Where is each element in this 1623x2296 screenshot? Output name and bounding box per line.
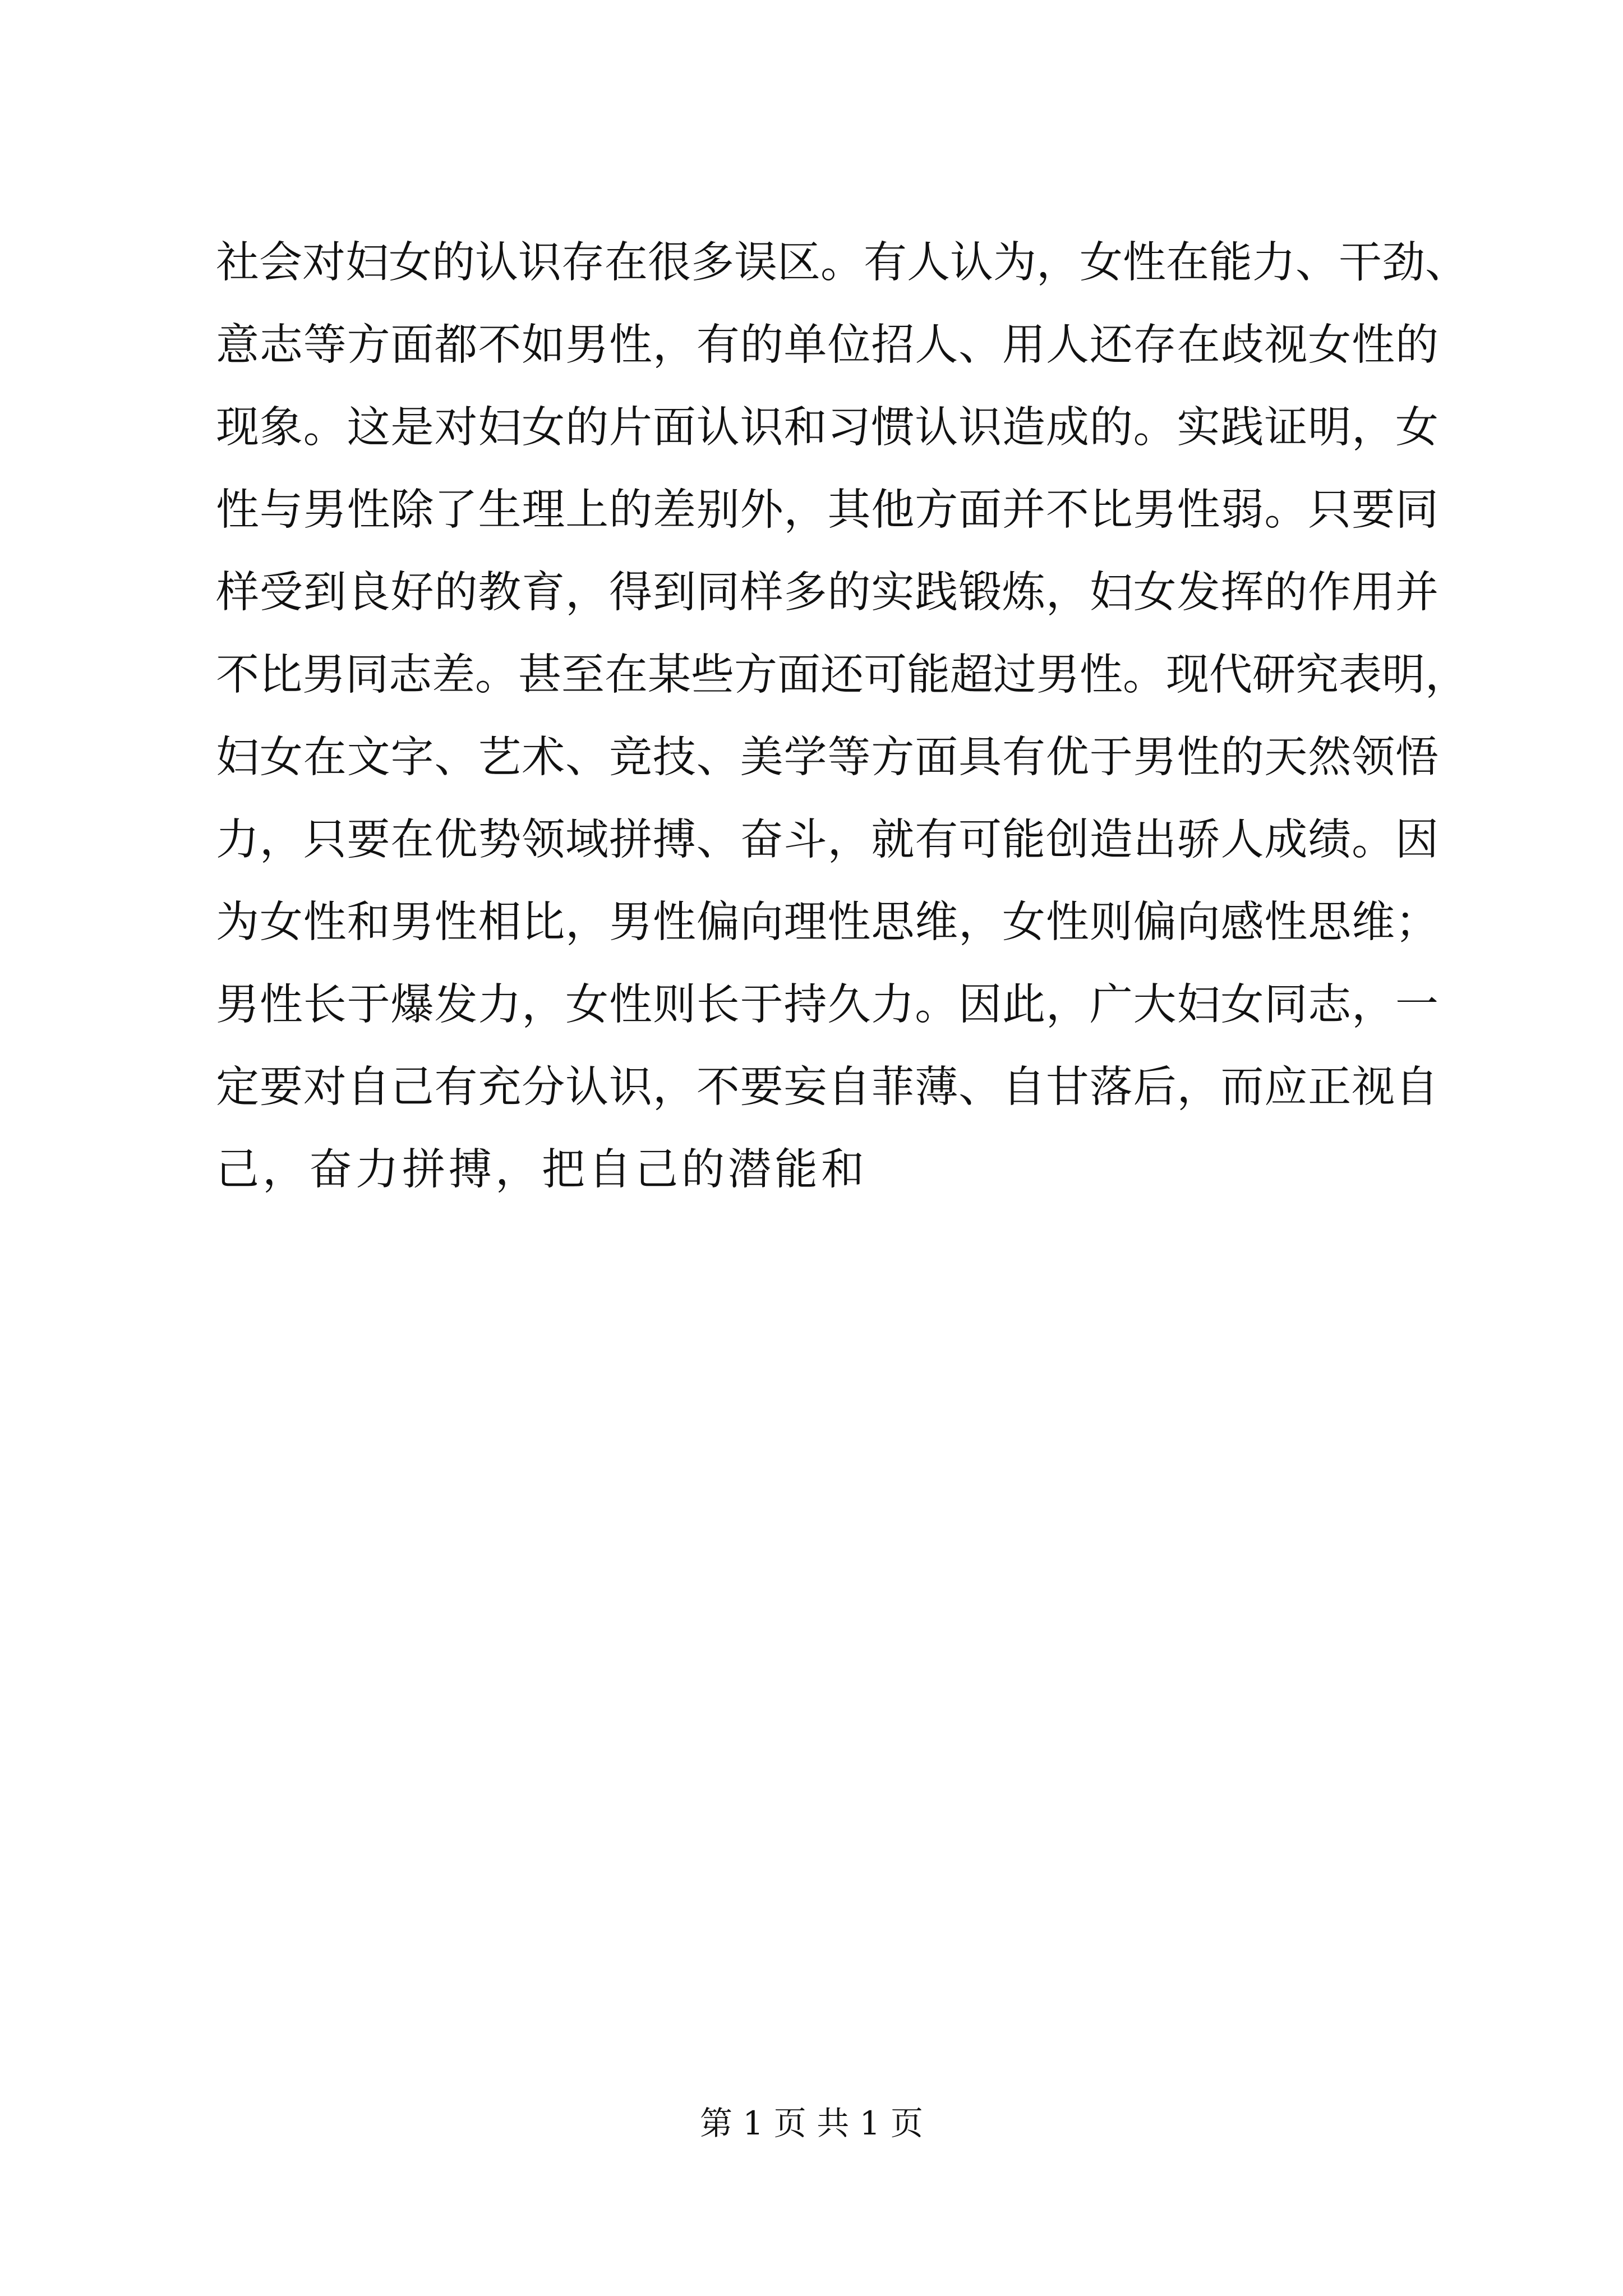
text-line-last: 己，奋力拼搏，把自己的潜能和 [216, 1145, 868, 1195]
text-line: 性与男性除了生理上的差别外，其他方面并不比男性弱。只要同 [216, 485, 1438, 535]
text-line: 为女性和男性相比，男性偏向理性思维，女性则偏向感性思维； [216, 898, 1438, 947]
text-line: 样受到良好的教育，得到同样多的实践锻炼，妇女发挥的作用并 [216, 568, 1438, 618]
text-line: 力，只要在优势领域拼搏、奋斗，就有可能创造出骄人成绩。因 [216, 815, 1438, 865]
text-line: 不比男同志差。甚至在某些方面还可能超过男性。现代研究表明， [216, 650, 1468, 700]
text-line: 男性长于爆发力，女性则长于持久力。因此，广大妇女同志，一 [216, 980, 1438, 1030]
text-line: 妇女在文字、艺术、竞技、美学等方面具有优于男性的天然领悟 [216, 733, 1438, 783]
body-paragraph [216, 222, 1468, 1211]
text-line: 社会对妇女的认识存在很多误区。有人认为，女性在能力、干劲、 [216, 238, 1468, 288]
text-line: 意志等方面都不如男性，有的单位招人、用人还存在歧视女性的 [216, 320, 1438, 370]
text-line: 现象。这是对妇女的片面认识和习惯认识造成的。实践证明，女 [216, 403, 1438, 453]
page-number-footer: 第 1 页 共 1 页 [700, 2104, 923, 2142]
text-line: 定要对自己有充分认识，不要妄自菲薄、自甘落后，而应正视自 [216, 1062, 1438, 1112]
